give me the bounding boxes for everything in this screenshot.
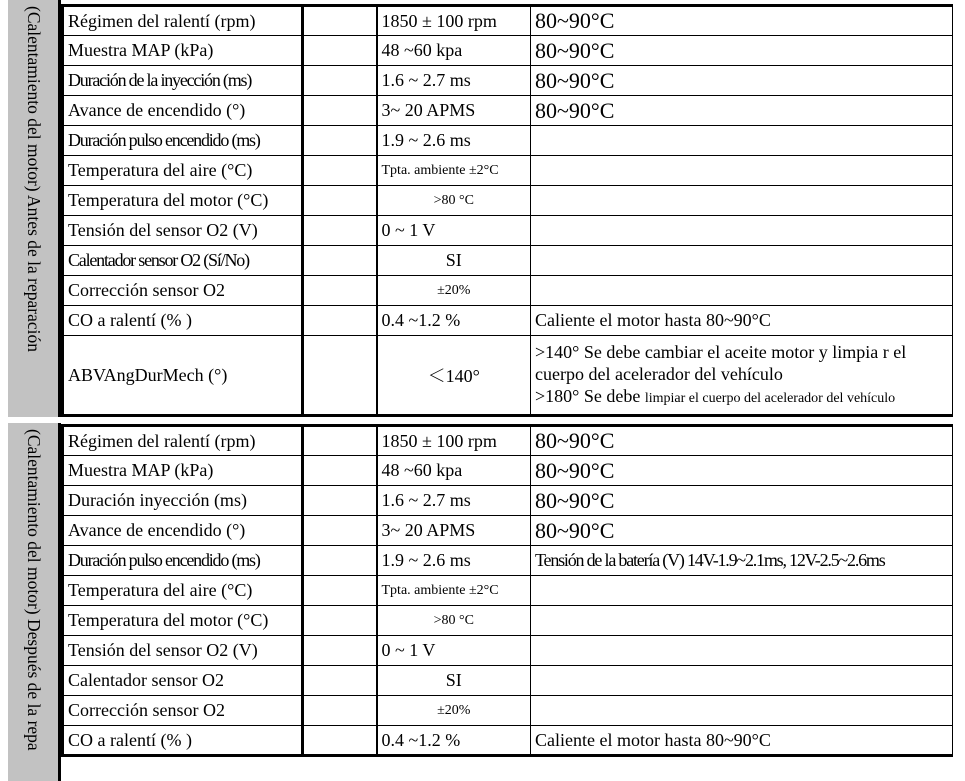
spacer-cell [303, 336, 377, 416]
parameter-note: 80~90°C [531, 66, 953, 96]
parameter-note: 80~90°C [531, 456, 953, 486]
spacer-cell [303, 36, 377, 66]
parameter-name: Temperatura del aire (°C) [63, 156, 303, 186]
table-row [63, 726, 953, 756]
spacer-cell [303, 426, 377, 456]
note-line-start: >180° Se debe [535, 385, 645, 406]
parameter-name: Calentador sensor O2 [63, 666, 303, 696]
table-row [63, 306, 953, 336]
parameter-name: Corrección sensor O2 [63, 276, 303, 306]
parameter-note [531, 276, 953, 306]
spacer-cell [303, 456, 377, 486]
parameter-value: 1.9 ~ 2.6 ms [377, 546, 531, 576]
parameter-note [531, 186, 953, 216]
parameter-value: 0.4 ~1.2 % [377, 306, 531, 336]
parameter-value: 1.6 ~ 2.7 ms [377, 486, 531, 516]
note-line: cuerpo del acelerador del vehículo [535, 363, 783, 384]
parameter-note: 80~90°C [531, 486, 953, 516]
parameter-name: ABVAngDurMech (°) [63, 336, 303, 416]
parameter-name: Tensión del sensor O2 (V) [63, 636, 303, 666]
parameter-name: Temperatura del aire (°C) [63, 576, 303, 606]
section-label-text: (Calentamiento del motor) Después de la repa [23, 429, 44, 751]
parameter-note: 80~90°C [531, 516, 953, 546]
parameter-name: Tensión del sensor O2 (V) [63, 216, 303, 246]
note-line: >140° Se debe cambiar el aceite motor y limpia r el [535, 341, 907, 362]
table-row [63, 636, 953, 666]
parameter-note: 80~90°C [531, 96, 953, 126]
parameter-value: ±20% [377, 696, 531, 726]
parameter-note: Caliente el motor hasta 80~90°C [531, 306, 953, 336]
section-label-text: (Calentamiento del motor) Antes de la reparación [23, 6, 44, 352]
parameter-value: SI [377, 246, 531, 276]
parameter-value: 0 ~ 1 V [377, 636, 531, 666]
parameter-name: Temperatura del motor (°C) [63, 186, 303, 216]
parameter-name: Calentador sensor O2 (Sí/No) [63, 246, 303, 276]
parameter-name: Duración pulso encendido (ms) [63, 546, 303, 576]
table-row [63, 246, 953, 276]
parameter-value: 1.6 ~ 2.7 ms [377, 66, 531, 96]
parameter-note: 80~90°C [531, 426, 953, 456]
parameter-value: 0.4 ~1.2 % [377, 726, 531, 756]
note-line-end: limpiar el cuerpo del acelerador del vehículo [644, 390, 896, 406]
table-row [63, 156, 953, 186]
table-row [63, 36, 953, 66]
parameter-name: Avance de encendido (°) [63, 516, 303, 546]
spacer-cell [303, 486, 377, 516]
parameter-note: 80~90°C [531, 36, 953, 66]
table-row [63, 186, 953, 216]
table-row [63, 6, 953, 36]
table-row [63, 666, 953, 696]
parameter-name: Muestra MAP (kPa) [63, 456, 303, 486]
table-row [63, 516, 953, 546]
section-label-after-repair [8, 423, 61, 781]
parameter-note [531, 336, 953, 416]
table-row [63, 576, 953, 606]
parameter-name: CO a ralentí (% ) [63, 726, 303, 756]
spacer-cell [303, 156, 377, 186]
table-row [63, 276, 953, 306]
parameter-value: ＜140° [377, 336, 531, 416]
parameter-value: 48 ~60 kpa [377, 456, 531, 486]
parameter-note [531, 156, 953, 186]
parameter-value: ±20% [377, 276, 531, 306]
table-row [63, 456, 953, 486]
parameter-note [531, 696, 953, 726]
spacer-cell [303, 66, 377, 96]
spacer-cell [303, 216, 377, 246]
spacer-cell [303, 246, 377, 276]
parameter-name: Duración inyección (ms) [63, 486, 303, 516]
parameter-name: Corrección sensor O2 [63, 696, 303, 726]
spacer-cell [303, 306, 377, 336]
spacer-cell [303, 276, 377, 306]
parameter-name: Avance de encendido (°) [63, 96, 303, 126]
parameter-name: Duración de la inyección (ms) [63, 66, 303, 96]
parameter-name: CO a ralentí (% ) [63, 306, 303, 336]
parameter-value: 3~ 20 APMS [377, 96, 531, 126]
spacer-cell [303, 666, 377, 696]
parameter-note [531, 666, 953, 696]
parameter-value: >80 °C [377, 606, 531, 636]
table-row [63, 426, 953, 456]
parameter-name: Temperatura del motor (°C) [63, 606, 303, 636]
table-row [63, 336, 953, 416]
parameter-note [531, 126, 953, 156]
spec-table-after-repair [61, 424, 953, 757]
parameter-note [531, 636, 953, 666]
spacer-cell [303, 126, 377, 156]
parameter-note [531, 576, 953, 606]
spacer-cell [303, 636, 377, 666]
section-label-before-repair [8, 0, 61, 417]
parameter-note [531, 246, 953, 276]
parameter-value: 48 ~60 kpa [377, 36, 531, 66]
table-row [63, 96, 953, 126]
table-row [63, 696, 953, 726]
spacer-cell [303, 606, 377, 636]
parameter-value: Tpta. ambiente ±2°C [377, 156, 531, 186]
note-line [535, 385, 952, 410]
spacer-cell [303, 96, 377, 126]
parameter-value: 0 ~ 1 V [377, 216, 531, 246]
spec-table-before-repair [61, 4, 953, 417]
parameter-name: Duración pulso encendido (ms) [63, 126, 303, 156]
spacer-cell [303, 696, 377, 726]
parameter-note: Tensión de la batería (V) 14V-1.9~2.1ms, 12V-2.5~2.6ms [531, 546, 953, 576]
parameter-note [531, 216, 953, 246]
parameter-value: 3~ 20 APMS [377, 516, 531, 546]
spacer-cell [303, 576, 377, 606]
parameter-value: Tpta. ambiente ±2°C [377, 576, 531, 606]
table-row [63, 606, 953, 636]
parameter-note: 80~90°C [531, 6, 953, 36]
parameter-name: Régimen del ralentí (rpm) [63, 426, 303, 456]
parameter-value: 1.9 ~ 2.6 ms [377, 126, 531, 156]
parameter-value: 1850 ± 100 rpm [377, 6, 531, 36]
table-row [63, 486, 953, 516]
table-row [63, 546, 953, 576]
parameter-note [531, 606, 953, 636]
table-row [63, 126, 953, 156]
table-row [63, 216, 953, 246]
spacer-cell [303, 186, 377, 216]
parameter-value: >80 °C [377, 186, 531, 216]
spacer-cell [303, 516, 377, 546]
parameter-name: Muestra MAP (kPa) [63, 36, 303, 66]
parameter-note: Caliente el motor hasta 80~90°C [531, 726, 953, 756]
spacer-cell [303, 546, 377, 576]
spacer-cell [303, 726, 377, 756]
table-row [63, 66, 953, 96]
parameter-name: Régimen del ralentí (rpm) [63, 6, 303, 36]
parameter-value: 1850 ± 100 rpm [377, 426, 531, 456]
spacer-cell [303, 6, 377, 36]
parameter-value: SI [377, 666, 531, 696]
